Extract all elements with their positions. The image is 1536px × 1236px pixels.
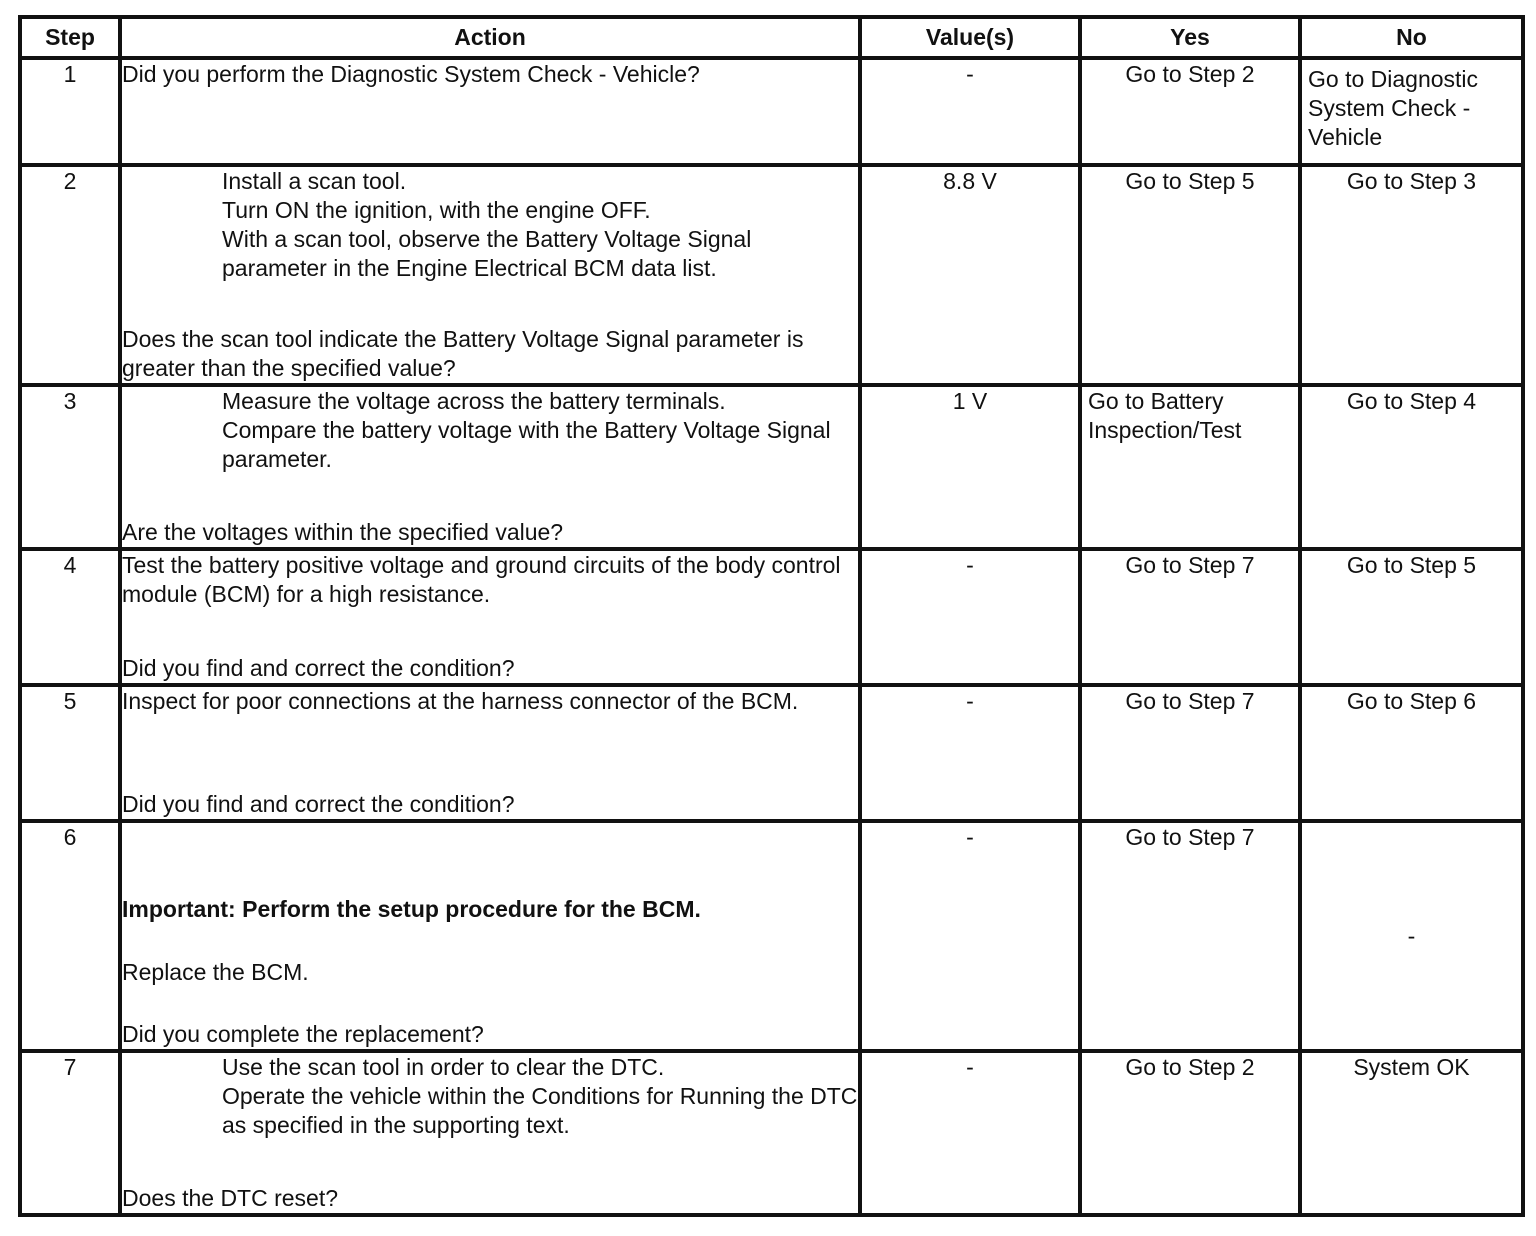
action-cell [120,685,860,821]
step-number: 1 [20,58,120,165]
value-cell: - [860,821,1080,1051]
action-instruction: Test the battery positive voltage and ground circuits of the body control module (BCM) for a high resistance. [122,552,841,607]
header-row [20,17,1523,58]
instruction-item: Install a scan tool. [222,168,407,194]
step-number: 5 [20,685,120,821]
no-cell: Go to Step 3 [1300,165,1523,385]
table-row-step-2 [20,165,1523,385]
action-question: Did you find and correct the condition? [122,791,515,817]
step-number: 6 [20,821,120,1051]
action-question: Does the scan tool indicate the Battery Voltage Signal parameter is greater than the specified value? [122,326,804,381]
value-cell: - [860,685,1080,821]
step-number: 7 [20,1051,120,1215]
no-cell: Go to Step 5 [1300,549,1523,685]
action-question: Did you complete the replacement? [122,1020,484,1047]
table-row-step-6 [20,821,1523,1051]
important-note: Important: Perform the setup procedure for the BCM. [122,896,701,923]
header-yes: Yes [1080,17,1300,58]
value-cell: 1 V [860,385,1080,549]
action-cell [120,821,860,1051]
header-step: Step [20,17,120,58]
header-values: Value(s) [860,17,1080,58]
table-row-step-3 [20,385,1523,549]
no-cell: System OK [1300,1051,1523,1215]
value-cell: - [860,549,1080,685]
value-cell: - [860,58,1080,165]
action-cell [120,385,860,549]
action-instruction: Inspect for poor connections at the harness connector of the BCM. [122,688,799,714]
value-cell: 8.8 V [860,165,1080,385]
action-cell [120,58,860,165]
yes-cell: Go to Step 2 [1080,58,1300,165]
header-action: Action [120,17,860,58]
table-row-step-4 [20,549,1523,685]
header-no: No [1300,17,1523,58]
table-row-step-5 [20,685,1523,821]
no-cell: Go to Step 6 [1300,685,1523,821]
diagnostic-table [18,15,1525,1217]
instruction-item: With a scan tool, observe the Battery Voltage Signal parameter in the Engine Electrical BCM data list. [222,226,752,281]
no-cell: - [1300,821,1523,1051]
instruction-item: Measure the voltage across the battery terminals. [222,388,726,414]
action-question: Are the voltages within the specified value? [122,519,564,545]
action-cell [120,1051,860,1215]
instruction-item: Turn ON the ignition, with the engine OFF. [222,197,651,223]
instruction-list [122,1053,858,1140]
action-instruction: Replace the BCM. [122,958,309,985]
instruction-item: Compare the battery voltage with the Battery Voltage Signal parameter. [222,417,831,472]
action-question: Did you find and correct the condition? [122,655,515,681]
instruction-list [122,387,858,474]
no-cell: Go to Diagnostic System Check - Vehicle [1300,58,1523,165]
instruction-item: Operate the vehicle within the Conditions for Running the DTC as specified in the supporting text. [222,1083,858,1138]
yes-cell: Go to Step 7 [1080,821,1300,1051]
action-cell [120,165,860,385]
yes-cell: Go to Step 7 [1080,685,1300,821]
action-cell [120,549,860,685]
table-row-step-1 [20,58,1523,165]
value-cell: - [860,1051,1080,1215]
instruction-item: Use the scan tool in order to clear the DTC. [222,1054,665,1080]
yes-cell: Go to Step 7 [1080,549,1300,685]
table-row-step-7 [20,1051,1523,1215]
step-number: 3 [20,385,120,549]
action-question: Does the DTC reset? [122,1185,339,1211]
step-number: 2 [20,165,120,385]
step-number: 4 [20,549,120,685]
action-question: Did you perform the Diagnostic System Check - Vehicle? [122,61,700,87]
no-cell: Go to Step 4 [1300,385,1523,549]
yes-cell: Go to Battery Inspection/Test [1080,385,1300,549]
instruction-list [122,167,858,283]
yes-cell: Go to Step 5 [1080,165,1300,385]
yes-cell: Go to Step 2 [1080,1051,1300,1215]
